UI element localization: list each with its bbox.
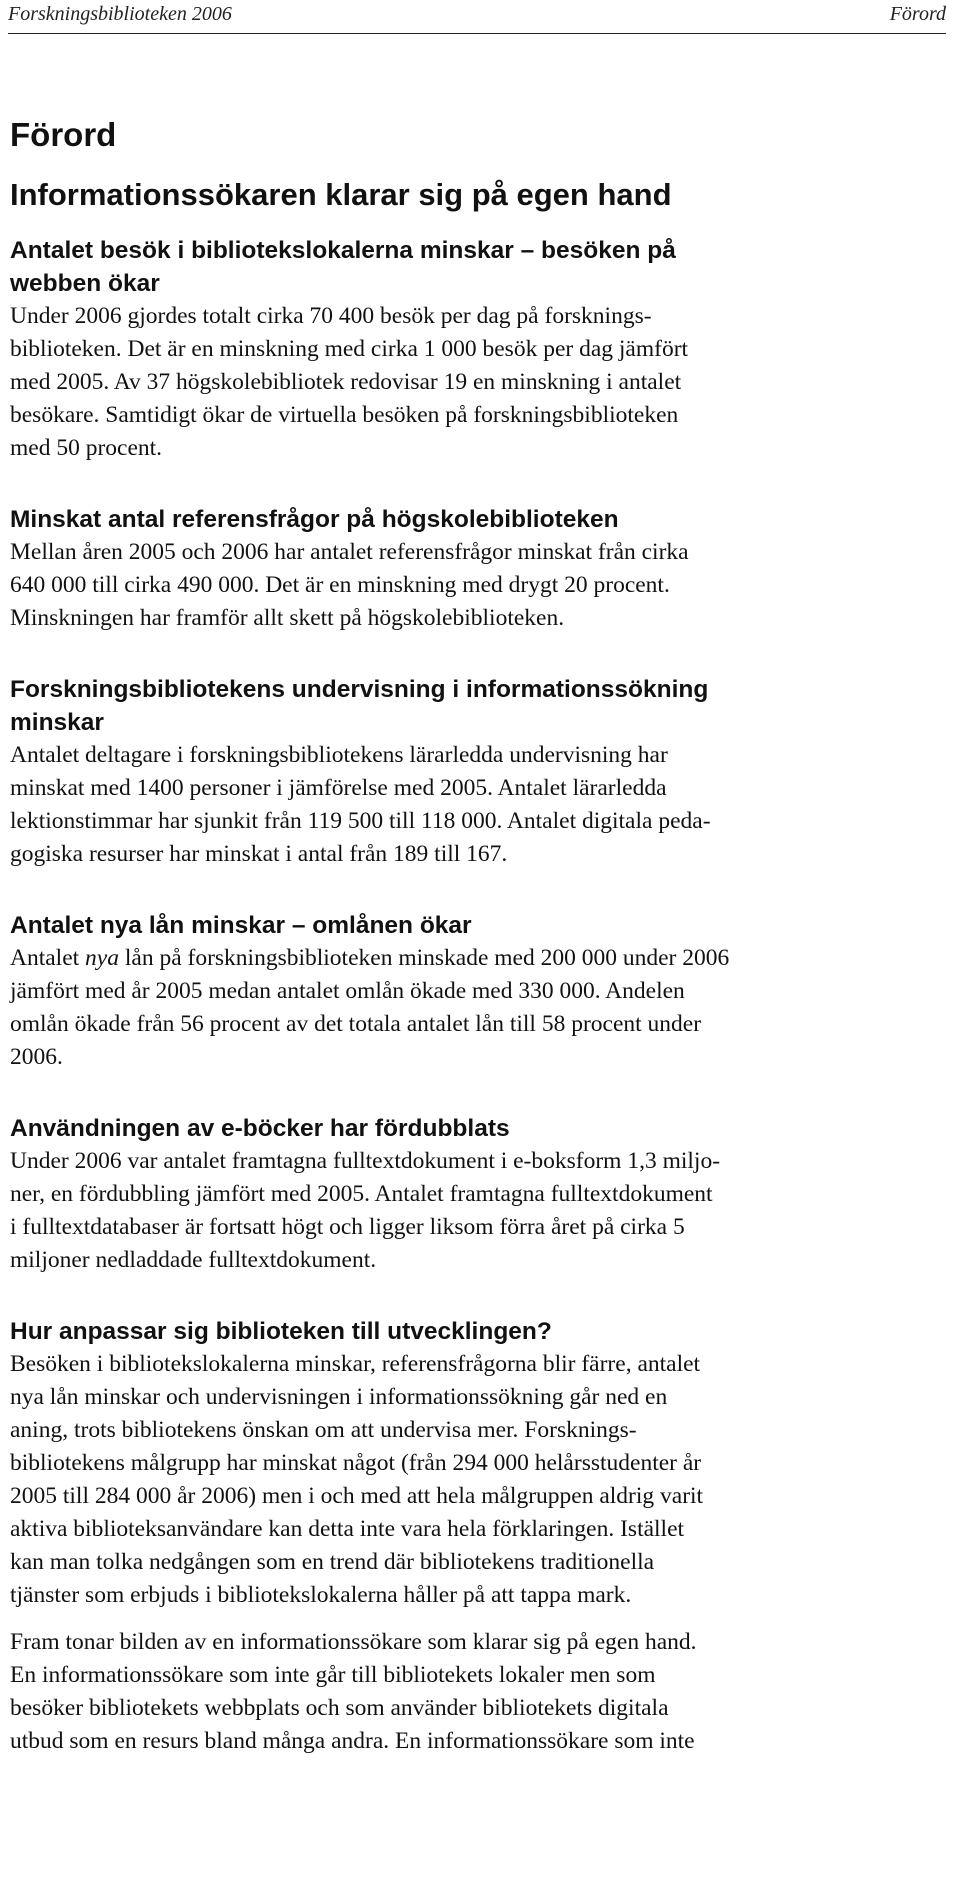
- header-rule: [8, 33, 946, 34]
- heading-line: webben ökar: [10, 270, 160, 297]
- body-line: minskat med 1400 personer i jämförelse med 2005. Antalet lärarledda: [10, 775, 667, 801]
- body-line: Minskningen har framför allt skett på högskolebiblioteken.: [10, 605, 565, 631]
- body-line: utbud som en resurs bland många andra. En informationssökare som inte: [10, 1728, 695, 1754]
- heading-line: Antalet besök i bibliotekslokalerna minskar – besöken på: [10, 237, 676, 264]
- page-subtitle: Informationssökaren klarar sig på egen hand: [10, 177, 672, 212]
- body-line: biblioteken. Det är en minskning med cirka 1 000 besök per dag jämfört: [10, 336, 689, 362]
- body-line: ner, en fördubbling jämfört med 2005. Antalet framtagna fulltextdokument: [10, 1181, 713, 1207]
- section-heading: [10, 1315, 940, 1348]
- emphasized-text: nya: [85, 945, 119, 971]
- body-line: Besöken i bibliotekslokalerna minskar, referensfrågorna blir färre, antalet: [10, 1351, 701, 1377]
- heading-line: Användningen av e-böcker har fördubblats: [10, 1115, 510, 1142]
- body-line: Under 2006 var antalet framtagna fulltextdokument i e-boksform 1,3 miljo-: [10, 1148, 721, 1174]
- section-reference-questions: [10, 503, 940, 635]
- body-line: med 50 procent.: [10, 435, 163, 461]
- section-heading: [10, 673, 940, 739]
- body-line: jämfört med år 2005 medan antalet omlån ökade med 330 000. Andelen: [10, 978, 685, 1004]
- body-line: gogiska resurser har minskat i antal från 189 till 167.: [10, 841, 508, 867]
- running-header-left: Forskningsbiblioteken 2006: [8, 3, 232, 25]
- heading-line: Antalet nya lån minskar – omlånen ökar: [10, 912, 472, 939]
- section-heading: [10, 503, 940, 536]
- body-line: i fulltextdatabaser är fortsatt högt och ligger liksom förra året på cirka 5: [10, 1214, 685, 1240]
- running-header-right: Förord: [889, 3, 946, 25]
- body-line: besöker bibliotekets webbplats och som använder bibliotekets digitala: [10, 1695, 669, 1721]
- section-adaptation: [10, 1315, 940, 1612]
- running-header: [8, 0, 946, 34]
- page-content: [10, 116, 940, 1758]
- body-text: lån på forskningsbiblioteken minskade med 200 000 under 2006: [118, 945, 730, 971]
- chapter-title: Förord: [10, 116, 117, 153]
- body-line: miljoner nedladdade fulltextdokument.: [10, 1247, 377, 1273]
- body-line: Antalet deltagare i forskningsbibliotekens lärarledda undervisning har: [10, 742, 668, 768]
- closing-paragraph: [10, 1626, 940, 1758]
- body-line: Fram tonar bilden av en informationssökare som klarar sig på egen hand.: [10, 1629, 697, 1655]
- heading-line: Minskat antal referensfrågor på högskolebiblioteken: [10, 506, 619, 533]
- body-line: 640 000 till cirka 490 000. Det är en minskning med drygt 20 procent.: [10, 572, 670, 598]
- section-loans: [10, 909, 940, 1074]
- body-line: aning, trots bibliotekens önskan om att undervisa mer. Forsknings-: [10, 1417, 637, 1443]
- section-visits: [10, 234, 940, 465]
- body-line: tjänster som erbjuds i bibliotekslokalerna håller på att tappa mark.: [10, 1582, 632, 1608]
- body-line: [10, 942, 940, 975]
- section-body: [10, 300, 940, 465]
- section-teaching: [10, 673, 940, 871]
- section-heading: [10, 1112, 940, 1145]
- heading-line: Hur anpassar sig biblioteken till utvecklingen?: [10, 1318, 552, 1345]
- body-line: bibliotekens målgrupp har minskat något (från 294 000 helårsstudenter år: [10, 1450, 702, 1476]
- body-line: Mellan åren 2005 och 2006 har antalet referensfrågor minskat från cirka: [10, 539, 689, 565]
- section-ebooks: [10, 1112, 940, 1277]
- body-text: Antalet: [10, 945, 86, 971]
- body-line: nya lån minskar och undervisningen i informationssökning går ned en: [10, 1384, 668, 1410]
- section-body: [10, 942, 940, 1074]
- section-body: [10, 536, 940, 635]
- body-line: besökare. Samtidigt ökar de virtuella besöken på forskningsbiblioteken: [10, 402, 679, 428]
- heading-line: Forskningsbibliotekens undervisning i informationssökning: [10, 676, 709, 703]
- body-line: med 2005. Av 37 högskolebibliotek redovisar 19 en minskning i antalet: [10, 369, 682, 395]
- body-line: 2006.: [10, 1044, 63, 1070]
- body-line: aktiva biblioteksanvändare kan detta inte vara hela förklaringen. Istället: [10, 1516, 685, 1542]
- body-line: lektionstimmar har sjunkit från 119 500 till 118 000. Antalet digitala peda-: [10, 808, 711, 834]
- section-body: [10, 1348, 940, 1612]
- body-line: En informationssökare som inte går till bibliotekets lokaler men som: [10, 1662, 656, 1688]
- body-line: kan man tolka nedgången som en trend där bibliotekens traditionella: [10, 1549, 655, 1575]
- heading-line: minskar: [10, 709, 104, 736]
- body-line: 2005 till 284 000 år 2006) men i och med att hela målgruppen aldrig varit: [10, 1483, 704, 1509]
- section-heading: [10, 909, 940, 942]
- body-line: Under 2006 gjordes totalt cirka 70 400 besök per dag på forsknings-: [10, 303, 652, 329]
- body-line: omlån ökade från 56 procent av det totala antalet lån till 58 procent under: [10, 1011, 702, 1037]
- section-body: [10, 739, 940, 871]
- section-body: [10, 1145, 940, 1277]
- section-heading: [10, 234, 940, 300]
